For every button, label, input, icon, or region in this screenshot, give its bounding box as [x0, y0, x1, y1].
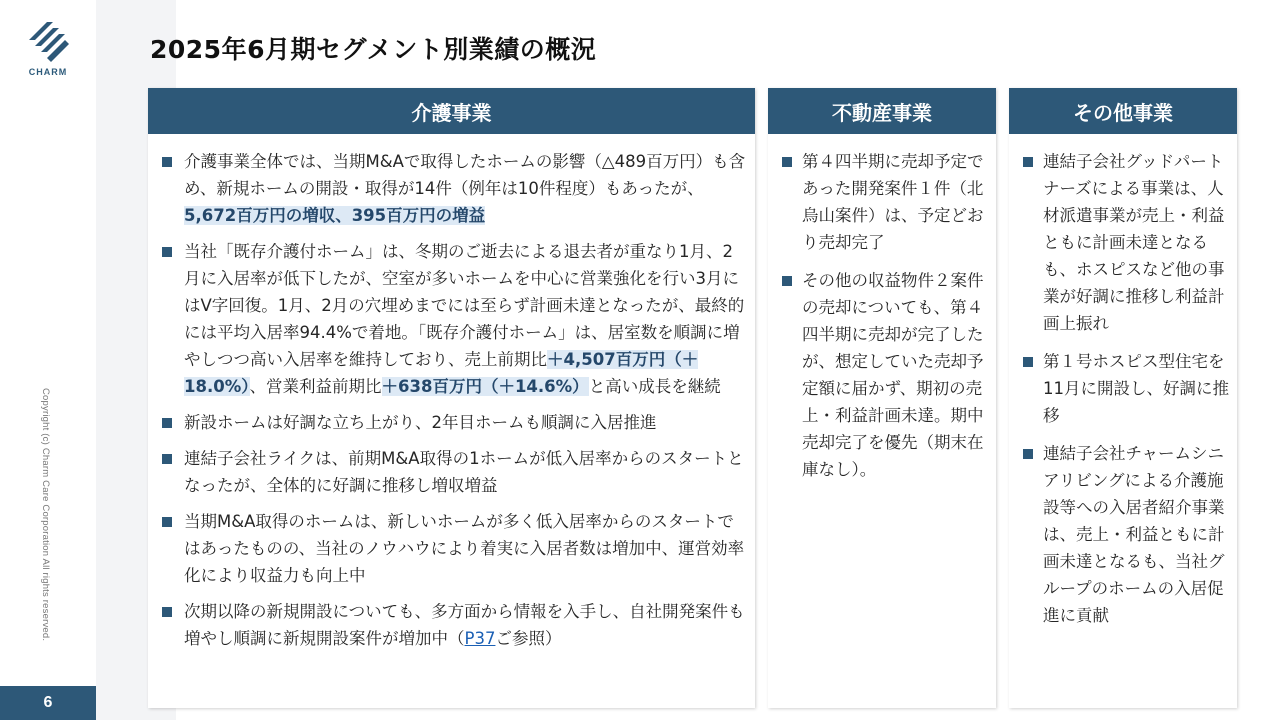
fudosan-header: 不動産事業 [768, 88, 996, 134]
list-item [162, 148, 749, 229]
list-item [1023, 148, 1231, 337]
copyright-text: Copyright (c) Charm Care Corporation All rights reserved. [40, 388, 51, 642]
bullet-square-icon [782, 276, 792, 286]
item-text: 介護事業全体では、当期M&Aで取得したホームの影響（△489百万円）も含め、新規ホームの開設・取得が14件（例年は10件程度）もあったが、 [184, 152, 746, 198]
item-text: 新設ホームは好調な立ち上がり、2年目ホームも順調に入居推進 [184, 413, 657, 432]
page-title: 2025年6月期セグメント別業績の概況 [150, 35, 597, 64]
list-item [162, 598, 749, 652]
item-text: 当期M&A取得のホームは、新しいホームが多く低入居率からのスタートではあったものの、当社のノウハウにより着実に入居者数は増加中、運営効率化により収益力も向上中 [184, 512, 745, 585]
fudosan-panel [768, 88, 996, 708]
bullet-square-icon [162, 517, 172, 527]
list-item [1023, 440, 1231, 629]
bullet-square-icon [1023, 157, 1033, 167]
list-item [162, 409, 749, 436]
list-item [782, 267, 990, 483]
item-text: 連結子会社グッドパートナーズによる事業は、人材派遣事業が売上・利益ともに計画未達となるも、ホスピスなど他の事業が好調に推移し利益計画上振れ [1043, 152, 1225, 333]
item-text: 当社「既存介護付ホーム」は、冬期のご逝去による退去者が重なり1月、2月に入居率が低下したが、空室が多いホームを中心に営業強化を行い3月にはV字回復。1月、2月の穴埋めまでには至らず計画未達となったが、最終的には平均入居率94.4%で着地。「既存介護付ホーム」は、居室数を順調に増やしつつ高い入居率を維持しており、売上前期比 [184, 242, 745, 369]
item-text: 次期以降の新規開設についても、多方面から情報を入手し、自社開発案件も増やし順調に新規開設案件が増加中（ [184, 602, 745, 648]
bullet-square-icon [162, 157, 172, 167]
item-text: 、営業利益前期比 [249, 377, 382, 396]
logo [22, 18, 74, 77]
item-text: 連結子会社ライクは、前期M&A取得の1ホームが低入居率からのスタートとなったが、全体的に好調に推移し増収増益 [184, 449, 744, 495]
bullet-square-icon [1023, 357, 1033, 367]
page-reference-link[interactable]: P37 [464, 629, 496, 648]
bullet-square-icon [782, 157, 792, 167]
item-text: その他の収益物件２案件の売却についても、第４四半期に売却が完了したが、想定していた売却予定額に届かず、期初の売上・利益計画未達。期中売却完了を優先（期末在庫なし）。 [802, 271, 984, 479]
charm-logo-icon [25, 18, 71, 64]
bullet-square-icon [1023, 449, 1033, 459]
list-item [162, 508, 749, 589]
kaigo-panel [148, 88, 755, 708]
bullet-square-icon [162, 247, 172, 257]
bullet-square-icon [162, 418, 172, 428]
sonota-bullet-list [1009, 134, 1237, 629]
kaigo-header: 介護事業 [148, 88, 755, 134]
item-text: 連結子会社チャームシニアリビングによる介護施設等への入居者紹介事業は、売上・利益ともに計画未達となるも、当社グループのホームの入居促進に貢献 [1043, 444, 1225, 625]
bullet-square-icon [162, 454, 172, 464]
fudosan-bullet-list [768, 134, 996, 483]
item-text: ご参照） [495, 629, 562, 648]
item-text: 第１号ホスピス型住宅を11月に開設し、好調に推移 [1043, 352, 1229, 425]
item-text: と高い成長を継続 [588, 377, 721, 396]
page-number: 6 [0, 686, 96, 720]
bullet-square-icon [162, 607, 172, 617]
highlight-text: ＋4,507百万円（＋18.0%） [184, 350, 699, 396]
highlight-text: 5,672百万円の増収、395百万円の増益 [184, 206, 486, 225]
highlight-text: ＋638百万円（＋14.6%） [381, 377, 589, 396]
sidebar [0, 0, 96, 720]
sonota-header: その他事業 [1009, 88, 1237, 134]
sonota-panel [1009, 88, 1237, 708]
list-item [162, 238, 749, 400]
kaigo-bullet-list [148, 134, 755, 652]
list-item [1023, 348, 1231, 429]
item-text: 第４四半期に売却予定であった開発案件１件（北烏山案件）は、予定どおり売却完了 [802, 152, 984, 252]
logo-text: CHARM [28, 67, 68, 77]
list-item [162, 445, 749, 499]
list-item [782, 148, 990, 256]
